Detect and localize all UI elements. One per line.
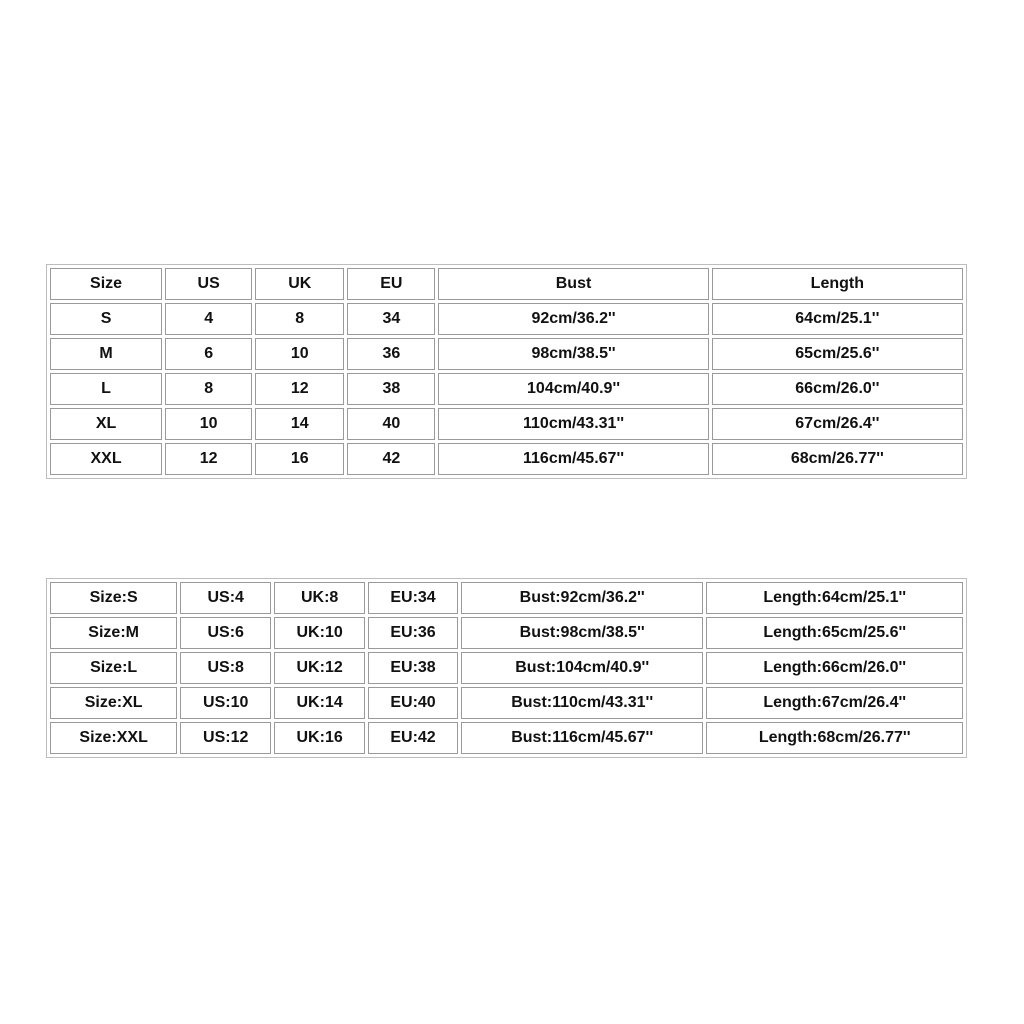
table-cell: XXL xyxy=(50,443,162,475)
table-cell: 12 xyxy=(165,443,252,475)
table-cell: 42 xyxy=(347,443,435,475)
table-cell: US:12 xyxy=(180,722,271,754)
header-cell-eu: EU xyxy=(347,268,435,300)
table-row xyxy=(50,722,963,754)
table-cell: UK:8 xyxy=(274,582,365,614)
table-cell: Length:64cm/25.1'' xyxy=(706,582,963,614)
table-cell: UK:16 xyxy=(274,722,365,754)
table-row xyxy=(50,408,963,440)
table-cell: 64cm/25.1'' xyxy=(712,303,963,335)
table-cell: 10 xyxy=(165,408,252,440)
table-cell: UK:14 xyxy=(274,687,365,719)
table-cell: EU:40 xyxy=(368,687,458,719)
table-cell: 38 xyxy=(347,373,435,405)
table-cell: US:4 xyxy=(180,582,271,614)
table-cell: 14 xyxy=(255,408,344,440)
table-cell: EU:42 xyxy=(368,722,458,754)
table-row xyxy=(50,303,963,335)
table-cell: 8 xyxy=(165,373,252,405)
table-cell: 67cm/26.4'' xyxy=(712,408,963,440)
table-row xyxy=(50,338,963,370)
table-cell: US:10 xyxy=(180,687,271,719)
table-cell: 116cm/45.67'' xyxy=(438,443,708,475)
table-cell: US:8 xyxy=(180,652,271,684)
table-cell: 12 xyxy=(255,373,344,405)
table-cell: EU:36 xyxy=(368,617,458,649)
table-cell: L xyxy=(50,373,162,405)
table-cell: Length:68cm/26.77'' xyxy=(706,722,963,754)
table-cell: Size:XXL xyxy=(50,722,177,754)
table-cell: 66cm/26.0'' xyxy=(712,373,963,405)
table-cell: 4 xyxy=(165,303,252,335)
table-cell: Size:L xyxy=(50,652,177,684)
table-cell: Length:67cm/26.4'' xyxy=(706,687,963,719)
table-cell: UK:12 xyxy=(274,652,365,684)
table-row xyxy=(50,373,963,405)
table-cell: 34 xyxy=(347,303,435,335)
table-cell: Bust:110cm/43.31'' xyxy=(461,687,703,719)
size-chart-table-labeled xyxy=(46,578,967,758)
table-cell: Length:65cm/25.6'' xyxy=(706,617,963,649)
table-cell: Length:66cm/26.0'' xyxy=(706,652,963,684)
table-cell: 40 xyxy=(347,408,435,440)
size-chart-table xyxy=(46,264,967,479)
table-cell: UK:10 xyxy=(274,617,365,649)
table-cell: Bust:104cm/40.9'' xyxy=(461,652,703,684)
header-cell-uk: UK xyxy=(255,268,344,300)
table-cell: EU:34 xyxy=(368,582,458,614)
table-cell: 104cm/40.9'' xyxy=(438,373,708,405)
table-cell: Bust:92cm/36.2'' xyxy=(461,582,703,614)
table-cell: 110cm/43.31'' xyxy=(438,408,708,440)
table-row xyxy=(50,582,963,614)
table-cell: EU:38 xyxy=(368,652,458,684)
table-cell: Size:S xyxy=(50,582,177,614)
table-cell: Bust:116cm/45.67'' xyxy=(461,722,703,754)
table-cell: 92cm/36.2'' xyxy=(438,303,708,335)
table-cell: 36 xyxy=(347,338,435,370)
table-row xyxy=(50,687,963,719)
table-header-row xyxy=(50,268,963,300)
table-cell: 8 xyxy=(255,303,344,335)
header-cell-us: US xyxy=(165,268,252,300)
table-cell: M xyxy=(50,338,162,370)
table-row xyxy=(50,443,963,475)
table-cell: US:6 xyxy=(180,617,271,649)
table-cell: 16 xyxy=(255,443,344,475)
table-cell: Size:XL xyxy=(50,687,177,719)
table-cell: 98cm/38.5'' xyxy=(438,338,708,370)
table-cell: 10 xyxy=(255,338,344,370)
table-cell: 65cm/25.6'' xyxy=(712,338,963,370)
table-cell: Size:M xyxy=(50,617,177,649)
table-cell: XL xyxy=(50,408,162,440)
header-cell-size: Size xyxy=(50,268,162,300)
table-row xyxy=(50,652,963,684)
table-cell: 6 xyxy=(165,338,252,370)
table-row xyxy=(50,617,963,649)
header-cell-length: Length xyxy=(712,268,963,300)
table-cell: 68cm/26.77'' xyxy=(712,443,963,475)
table-cell: Bust:98cm/38.5'' xyxy=(461,617,703,649)
header-cell-bust: Bust xyxy=(438,268,708,300)
table-cell: S xyxy=(50,303,162,335)
